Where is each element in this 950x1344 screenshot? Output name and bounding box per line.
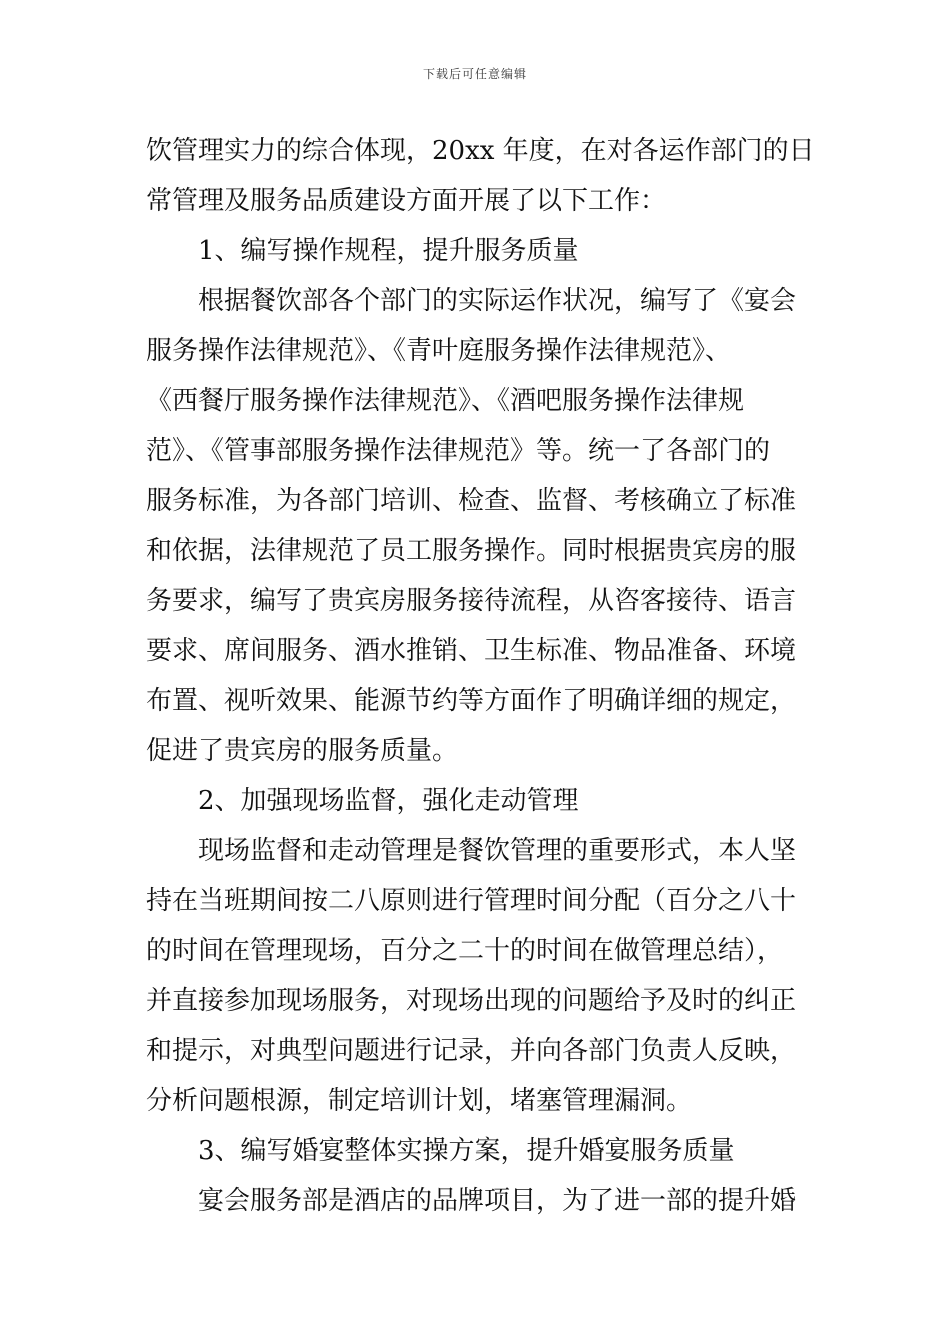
text-line: 持在当班期间按二八原则进行管理时间分配（百分之八十 xyxy=(146,886,797,916)
text-line: 分析问题根源，制定培训计划，堵塞管理漏洞。 xyxy=(146,1086,693,1116)
text-line: 服务标准，为各部门培训、检查、监督、考核确立了标准 xyxy=(146,486,797,516)
page-header: 下载后可任意编辑 xyxy=(422,67,527,81)
section-heading-1: 1、编写操作规程，提升服务质量 xyxy=(198,236,579,266)
text-line: 根据餐饮部各个部门的实际运作状况，编写了《宴会 xyxy=(198,286,797,316)
text-line: 务要求，编写了贵宾房服务接待流程，从咨客接待、语言 xyxy=(146,586,797,616)
text-line: 现场监督和走动管理是餐饮管理的重要形式，本人坚 xyxy=(198,836,797,866)
text-line: 饮管理实力的综合体现，20xx 年度，在对各运作部门的日 xyxy=(146,136,815,166)
text-line: 要求、席间服务、酒水推销、卫生标准、物品准备、环境 xyxy=(146,636,797,666)
text-line: 常管理及服务品质建设方面开展了以下工作： xyxy=(146,186,667,216)
section-heading-2: 2、加强现场监督，强化走动管理 xyxy=(198,786,579,816)
text-line: 促进了贵宾房的服务质量。 xyxy=(146,736,459,766)
document-body xyxy=(146,126,816,1226)
text-line: 布置、视听效果、能源节约等方面作了明确详细的规定， xyxy=(146,686,797,716)
text-line: 《西餐厅服务操作法律规范》、《酒吧服务操作法律规 xyxy=(146,386,745,416)
section-heading-3: 3、编写婚宴整体实操方案，提升婚宴服务质量 xyxy=(198,1136,735,1166)
text-line: 的时间在管理现场，百分之二十的时间在做管理总结）， xyxy=(146,936,784,966)
text-line: 并直接参加现场服务，对现场出现的问题给予及时的纠正 xyxy=(146,986,797,1016)
text-line: 宴会服务部是酒店的品牌项目，为了进一部的提升婚 xyxy=(198,1186,797,1216)
text-line: 范》、《管事部服务操作法律规范》等。统一了各部门的 xyxy=(146,436,771,466)
text-line: 和依据，法律规范了员工服务操作。同时根据贵宾房的服 xyxy=(146,536,797,566)
text-line: 和提示，对典型问题进行记录，并向各部门负责人反映， xyxy=(146,1036,797,1066)
text-line: 服务操作法律规范》、《青叶庭服务操作法律规范》、 xyxy=(146,336,732,366)
